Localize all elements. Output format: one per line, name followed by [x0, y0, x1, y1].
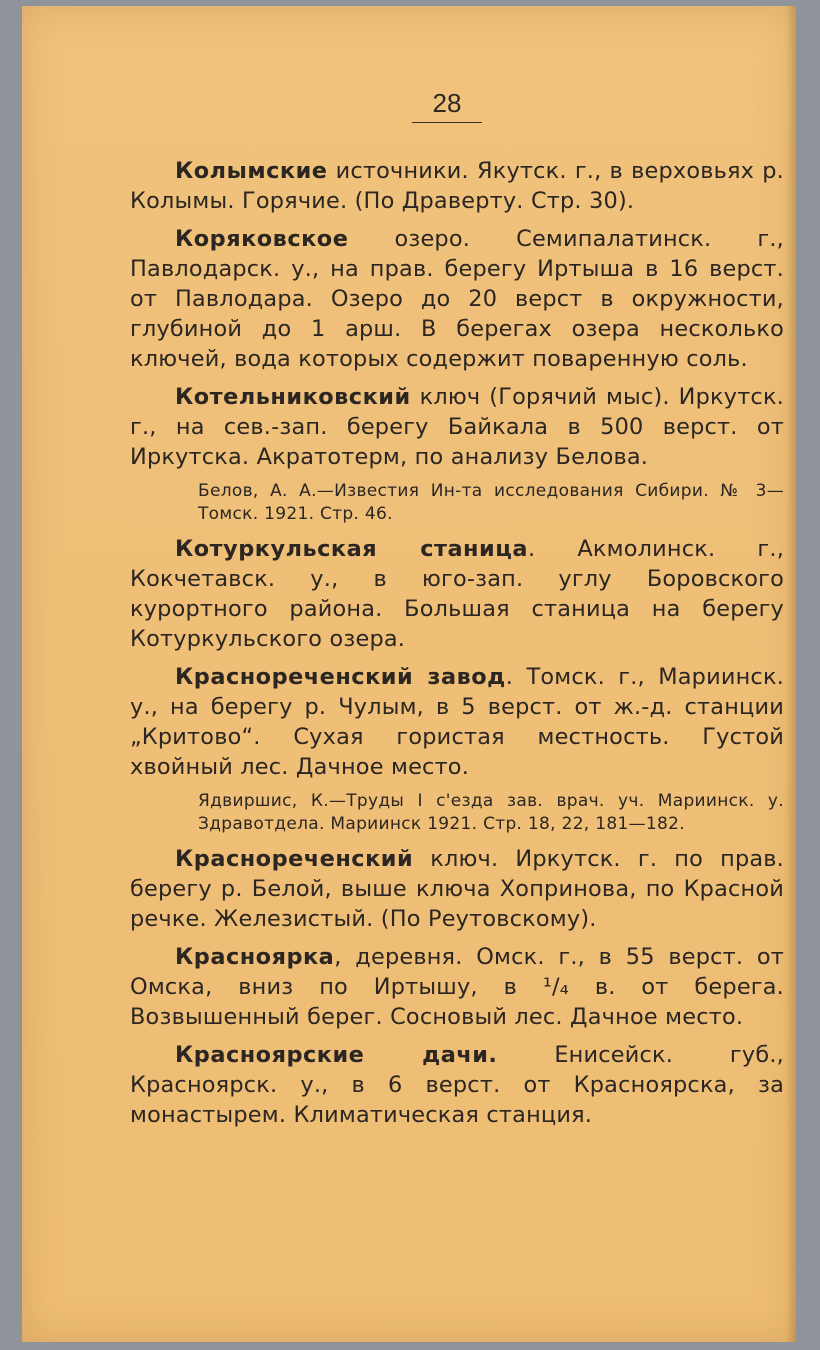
entry-text: . Акмолинск. г., Кокчетавск. у., в юго-зап. углу Боровского курортного района. Большая станица на берегу Котуркульского озера.: [130, 536, 785, 652]
entry-krasnoyarka: [130, 942, 784, 1032]
entry-heading: Красноярские дачи.: [175, 1042, 498, 1068]
entry-text: ключ (Горячий мыс). Иркутск. г., на сев.-зап. берегу Байкала в 500 верст. от Иркутска. Акратотерм, по анализу Белова.: [130, 384, 784, 470]
entry-text: источники. Якутск. г., в верховьях р. Колымы. Горячие. (По Драверту. Стр. 30).: [130, 158, 784, 214]
entry-text: . Томск. г., Мариинск. у., на берегу р. Чулым, в 5 верст. от ж.-д. станции „Критово“. Сухая гористая местность. Густой хвойный лес. Дачное место.: [130, 664, 784, 780]
entry-koturkulskaya: [130, 534, 784, 654]
entry-kolymskie: [130, 156, 784, 216]
entry-heading: Краснореченский завод: [175, 664, 506, 690]
entry-koryakovskoe: [130, 224, 784, 374]
entry-kotelnikovsky: [130, 382, 784, 472]
book-page: [22, 6, 796, 1342]
entry-heading: Красноярка: [175, 944, 335, 970]
entry-krasnorechensky-zavod: [130, 662, 784, 782]
entry-heading: Котуркульская станица: [175, 536, 528, 562]
entry-reference: Белов, А. А.—Известия Ин-та исследования Сибири. № 3—Томск. 1921. Стр. 46.: [198, 481, 784, 524]
entry-text: , деревня. Омск. г., в 55 верст. от Омска, вниз по Иртышу, в ¹/₄ в. от берега. Возвышенный берег. Сосновый лес. Дачное место.: [130, 944, 784, 1030]
page-number: 28: [412, 88, 482, 123]
entry-reference: Ядвиршис, К.—Труды I с'езда зав. врач. уч. Мариинск. у. Здравотдела. Мариинск 1921. Стр. 18, 22, 181—182.: [198, 791, 784, 834]
entry-krasnorechensky-klyuch: [130, 844, 784, 934]
page-edge-shadow: [786, 6, 796, 1342]
entry-text: ключ. Иркутск. г. по прав. берегу р. Белой, выше ключа Хопринова, по Красной речке. Железистый. (По Реутовскому).: [130, 846, 784, 932]
entry-krasnoyarskie-dachi: [130, 1040, 784, 1130]
entry-text: Енисейск. губ., Красноярск. у., в 6 верст. от Красноярска, за монастырем. Климатическая станция.: [130, 1042, 784, 1128]
entry-heading: Коряковское: [175, 226, 349, 252]
entry-heading: Краснореченский: [175, 846, 414, 872]
page-content: [130, 156, 784, 1138]
entry-heading: Колымские: [175, 158, 328, 184]
entry-text: озеро. Семипалатинск. г., Павлодарск. у., на прав. берегу Иртыша в 16 верст. от Павлодара. Озеро до 20 верст в окружности, глубиной до 1 арш. В берегах озера несколько ключей, вода которых содержит поваренную соль.: [130, 226, 784, 372]
entry-heading: Котельниковский: [175, 384, 411, 410]
